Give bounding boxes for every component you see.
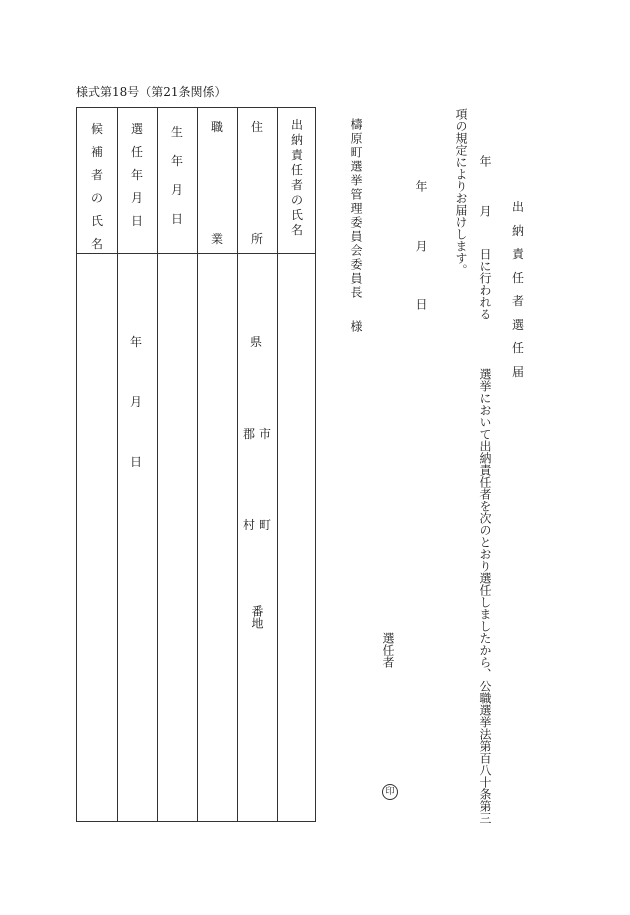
addressee-name: 檮原町選挙管理委員会委員長: [349, 118, 363, 300]
table-divider: [197, 108, 198, 821]
address-machi: 町: [259, 518, 272, 532]
document-title: 出 納 責 任 者 選 任 届: [511, 200, 524, 379]
addressee-honorific: 様: [349, 320, 363, 332]
appointer-label: 選任者: [381, 632, 395, 668]
appoint-day-label: 日: [130, 455, 143, 469]
table-divider: [117, 108, 118, 821]
address-banchi: 番地: [250, 605, 264, 629]
appoint-month-label: 月: [130, 395, 143, 409]
table-divider: [277, 108, 278, 821]
header-appointment-date: 選 任 年 月 日: [130, 122, 143, 228]
header-birth-date: 生 年 月 日: [170, 125, 183, 226]
body-month: 月: [478, 205, 492, 217]
body-line-2: 項の規定によりお届けします。: [454, 108, 468, 276]
date-year: 年: [414, 180, 428, 192]
treasurer-table: [76, 107, 316, 822]
form-number: 様式第18号（第21条関係）: [76, 85, 227, 99]
seal-mark: 印: [382, 784, 398, 800]
table-divider: [237, 108, 238, 821]
header-occupation: 職 業: [210, 120, 223, 246]
header-address: 住 所: [250, 120, 263, 246]
date-day: 日: [414, 298, 428, 310]
body-day-text: 日に行われる: [478, 248, 492, 320]
header-candidate-name: 候 補 者 の 氏 名: [90, 122, 103, 251]
address-shi: 市: [259, 427, 272, 441]
address-mura: 村: [243, 518, 256, 532]
header-treasurer-name: 出 納 責 任 者 の 氏 名: [290, 118, 303, 237]
appoint-year-label: 年: [130, 335, 143, 349]
address-prefecture: 県: [250, 335, 263, 349]
body-line-1-rest: 選挙において出納責任者を次のとおり選任しましたから、公職選挙法第百八十条第三: [478, 368, 492, 824]
address-gun: 郡: [243, 427, 256, 441]
body-year: 年: [478, 155, 492, 167]
date-month: 月: [414, 240, 428, 252]
header-divider: [77, 253, 315, 254]
table-divider: [157, 108, 158, 821]
